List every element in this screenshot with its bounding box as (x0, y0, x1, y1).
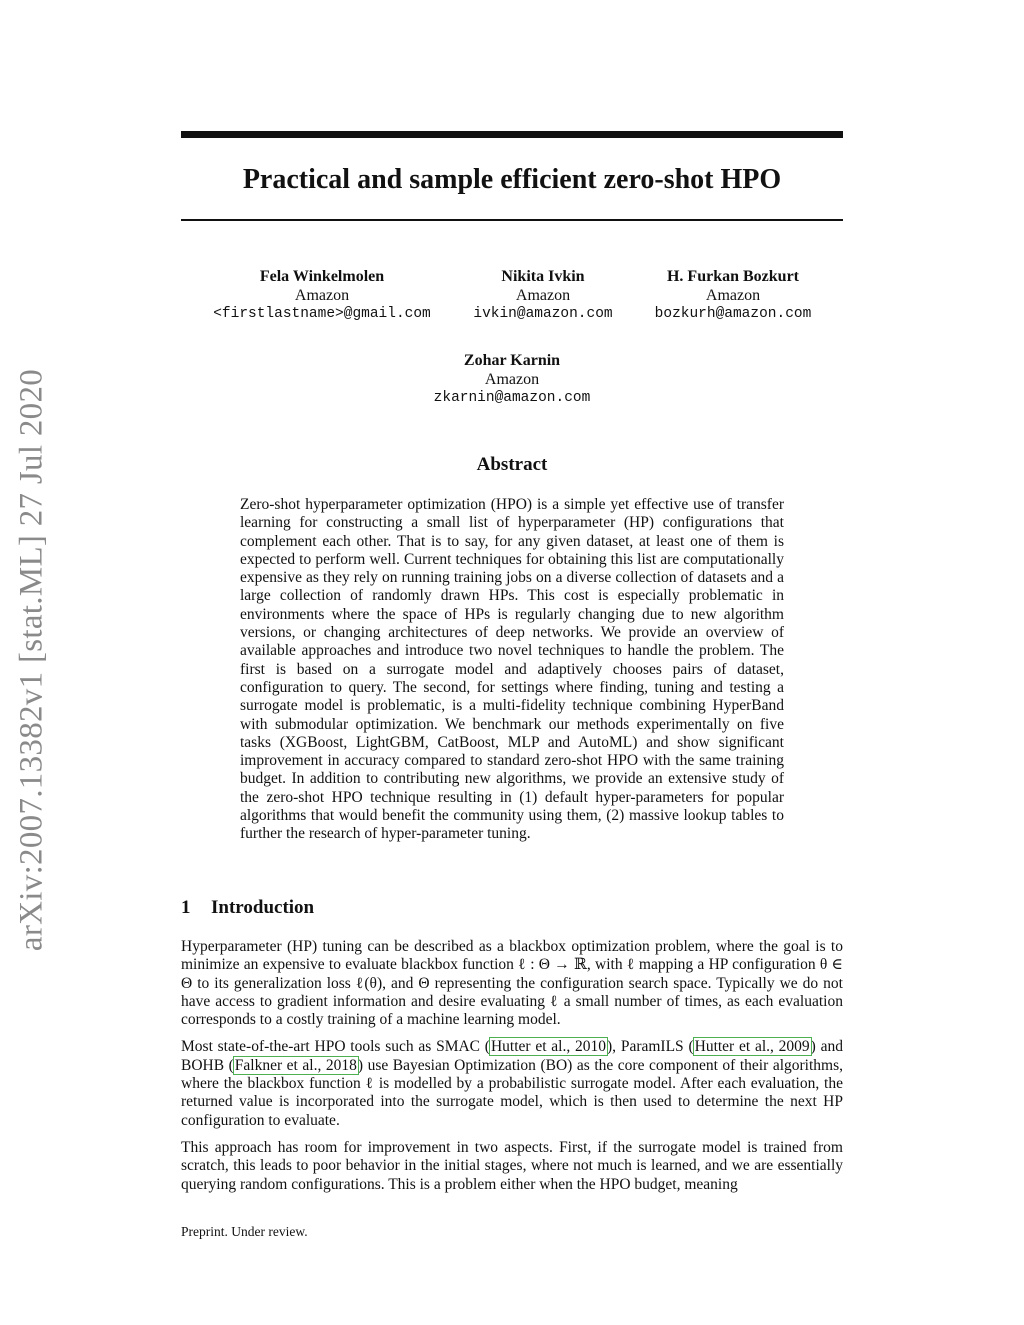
paragraph: This approach has room for improvement in two aspects. First, if the surrogate model is trained from scratch, this leads to poor behavior in the initial stages, where not much is learned, and we are essentially querying random configurations. This is a problem either when the HPO budget, meaning (181, 1138, 843, 1193)
paragraph: Hyperparameter (HP) tuning can be described as a blackbox optimization problem, where the goal is to minimize an expensive to evaluate blackbox function ℓ : Θ → ℝ, with ℓ mapping a HP configuration θ ∈ Θ to its generalization loss ℓ(θ), and Θ representing the configuration search space. Typically we do not have access to gradient information and desire evaluating ℓ a small number of times, as each evaluation corresponds to a costly training of a machine learning model. (181, 938, 843, 1029)
author-name: H. Furkan Bozkurt (666, 268, 799, 285)
author-block (181, 352, 843, 408)
author-block (181, 268, 463, 324)
author-email[interactable]: ivkin@amazon.com (473, 306, 613, 322)
abstract-heading: Abstract (476, 454, 548, 475)
citation-link[interactable]: Falkner et al., 2018 (234, 1056, 357, 1074)
paragraph-text: ), ParamILS ( (607, 1038, 694, 1056)
title-top-rule (181, 131, 843, 138)
paragraph-text: Most state-of-the-art HPO tools such as SMAC ( (181, 1038, 490, 1056)
author-email[interactable]: <firstlastname>@gmail.com (213, 306, 431, 322)
abstract-text: Zero-shot hyperparameter optimization (HPO) is a simple yet effective use of transfer learning for constructing a small list of hyperparameter (HP) configurations that complement each other. That is to say, for any given dataset, at least one of them is expected to perform well. Current techniques for obtaining this list are computationally expensive as they rely on running training jobs on a diverse collection of datasets and a large collection of randomly drawn HPs. This cost is especially problematic in environments where the space of HPs is regularly changing due to new algorithm versions, or changing architectures of deep networks. We provide an overview of available approaches and introduce two novel techniques to handle the problem. The first is based on a surrogate model and adaptively chooses pairs of dataset, configuration to query. The second, for settings where finding, tuning and testing a surrogate model is problematic, is a multi-fidelity technique combining HyperBand with submodular optimization. We benchmark our methods experimentally on five tasks (XGBoost, LightGBM, CatBoost, MLP and AutoML) and show significant improvement in accuracy compared to standard zero-shot HPO with the same training budget. In addition to contributing new algorithms, we provide an extensive study of the zero-shot HPO technique resulting in (1) default hyper-parameters for popular algorithms that would benefit the community using them, (2) massive lookup tables to further the research of hyper-parameter tuning. (240, 496, 784, 843)
section-number: 1 (181, 897, 191, 918)
introduction-body (181, 938, 843, 1203)
title-bottom-rule (181, 219, 843, 221)
paragraph-text: ) and BOHB ( (181, 1038, 843, 1074)
citation-link[interactable]: Hutter et al., 2009 (694, 1038, 810, 1056)
author-block (463, 268, 623, 324)
footer-note: Preprint. Under review. (181, 1224, 308, 1239)
paragraph (181, 1038, 843, 1129)
paragraph-text: ) use Bayesian Optimization (BO) as the core component of their algorithms, where the blackbox function ℓ is modelled by a probabilistic surrogate model. After each evaluation, the returned value is incorporated into the surrogate model, which is then used to determine the next HP configuration to evaluate. (181, 1056, 843, 1129)
author-affiliation: Amazon (294, 286, 350, 304)
section-title: Introduction (211, 897, 315, 918)
arxiv-identifier-text: arXiv:2007.13382v1 [stat.ML] 27 Jul 2020 (13, 368, 50, 952)
author-name: Fela Winkelmolen (259, 268, 385, 285)
author-name: Zohar Karnin (463, 352, 561, 369)
author-affiliation: Amazon (705, 286, 761, 304)
author-email[interactable]: zkarnin@amazon.com (433, 390, 591, 406)
author-affiliation: Amazon (484, 370, 540, 388)
author-name: Nikita Ivkin (501, 268, 585, 285)
citation-link[interactable]: Hutter et al., 2010 (490, 1038, 607, 1056)
author-block (623, 268, 843, 324)
paper-title: Practical and sample efficient zero-shot HPO (242, 164, 782, 195)
author-email[interactable]: bozkurh@amazon.com (654, 306, 812, 322)
section-heading (181, 896, 314, 920)
author-affiliation: Amazon (515, 286, 571, 304)
